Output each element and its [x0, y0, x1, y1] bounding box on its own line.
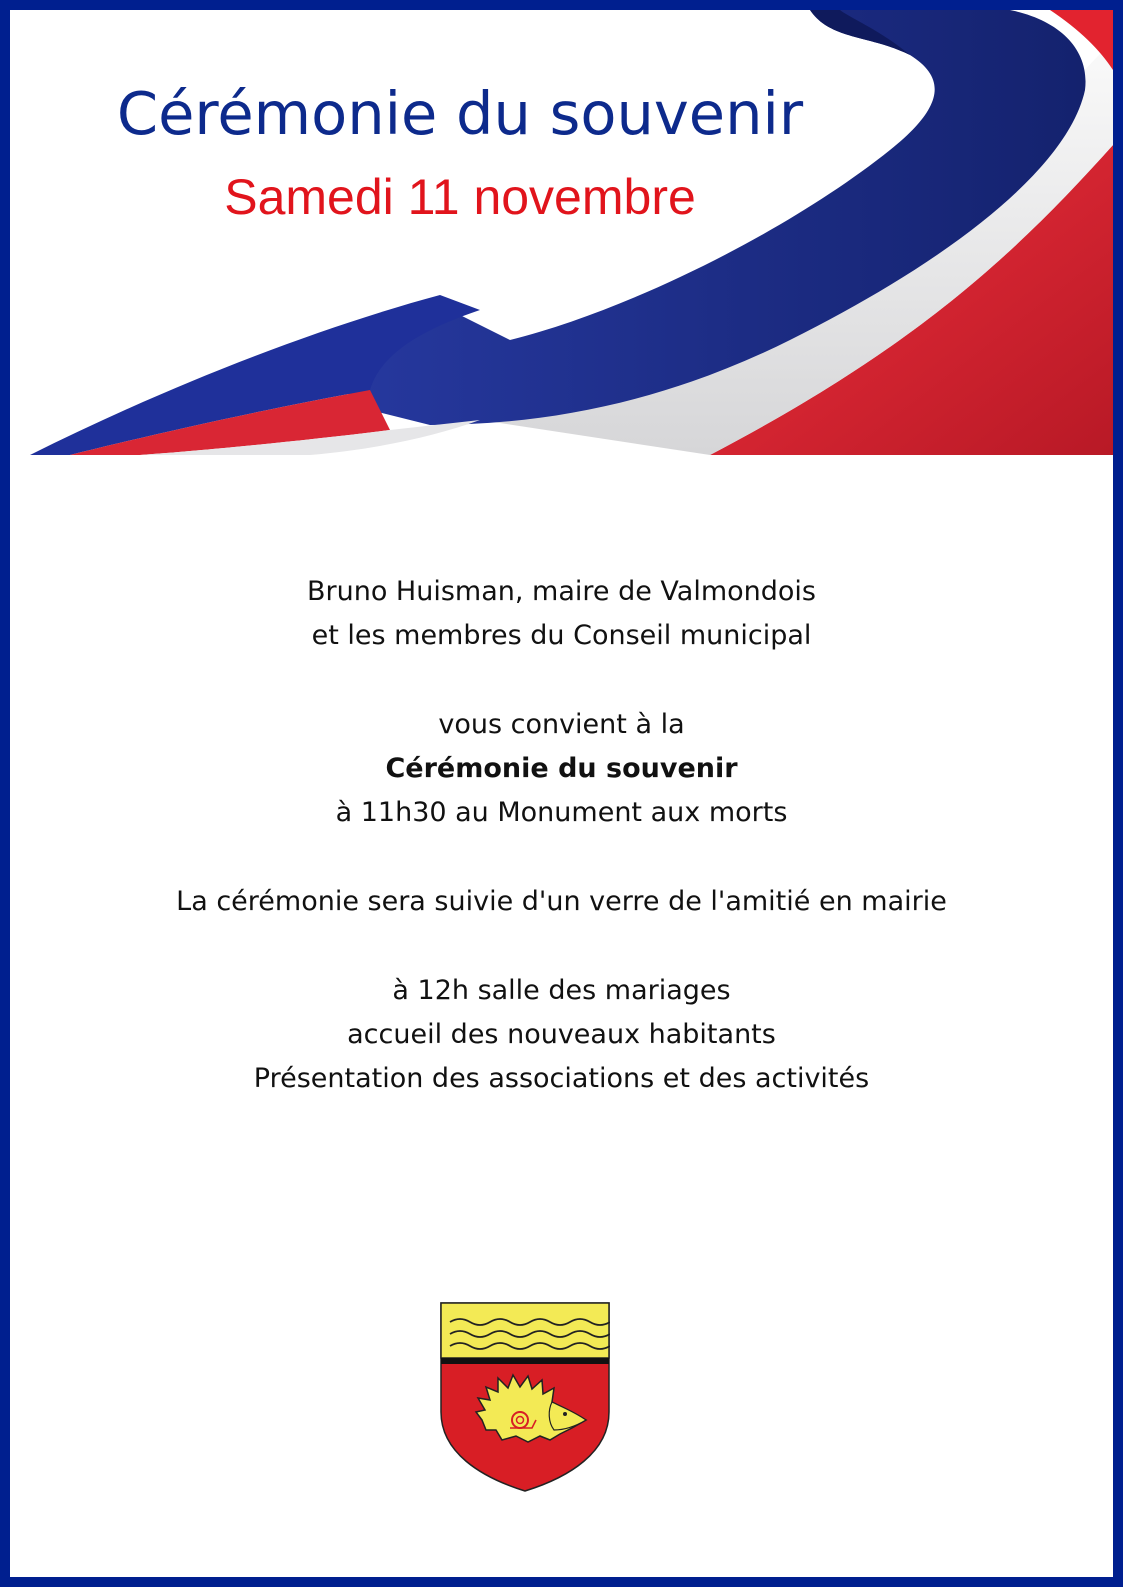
- tricolour-ribbon-image: [10, 10, 1113, 455]
- associations-line: Présentation des associations et des activités: [253, 1063, 870, 1094]
- reception-line: La cérémonie sera suivie d'un verre de l'amitié en mairie: [176, 886, 947, 917]
- welcome-line: accueil des nouveaux habitants: [347, 1019, 776, 1050]
- page-title: Cérémonie du souvenir: [116, 79, 804, 148]
- event-date: Samedi 11 novembre: [224, 169, 696, 225]
- coat-of-arms-icon: [440, 1302, 610, 1492]
- event-time-place: à 11h30 au Monument aux morts: [335, 797, 788, 828]
- invitation-text: [10, 570, 1113, 1101]
- noon-line: à 12h salle des mariages: [392, 975, 731, 1006]
- invite-line: vous convient à la: [438, 709, 685, 740]
- event-name: Cérémonie du souvenir: [385, 753, 738, 784]
- host-line-1: Bruno Huisman, maire de Valmondois: [306, 576, 817, 607]
- host-line-2: et les membres du Conseil municipal: [311, 620, 812, 651]
